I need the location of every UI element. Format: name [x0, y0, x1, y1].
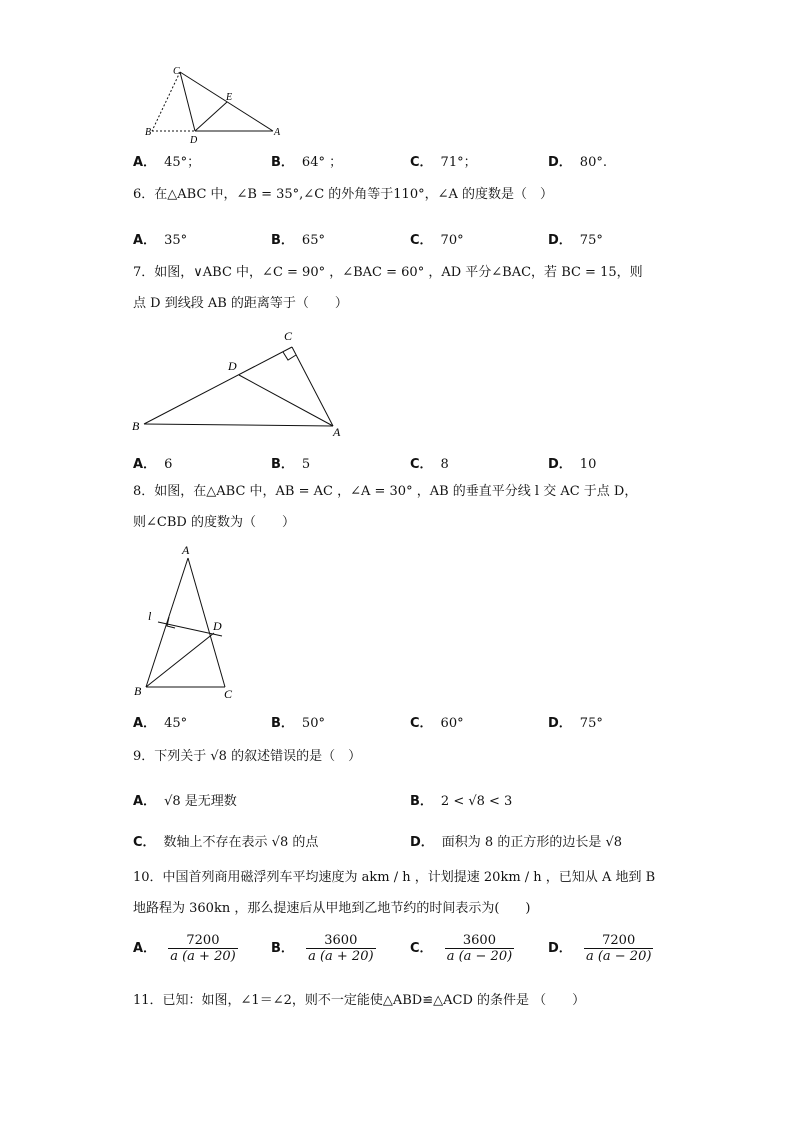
- q6-option-d[interactable]: [548, 229, 603, 248]
- q9-option-b[interactable]: [410, 790, 512, 809]
- q11-stem: 11．已知：如图，∠1＝∠2，则不一定能使△ABD≌△ACD 的条件是 （ ）: [133, 993, 586, 1008]
- q8-stem-line1: 8．如图，在△ABC 中，AB = AC ，∠A = 30° ，AB 的垂直平分线 l 交 AC 于点 D，: [133, 484, 638, 499]
- option-label: C．: [410, 941, 433, 956]
- q7-stem-line1: 7．如图，∨ABC 中，∠C = 90° ，∠BAC = 60° ，AD 平分∠BAC，若 BC = 15，则: [133, 265, 643, 280]
- option-text: 6: [164, 457, 173, 472]
- q7-option-c[interactable]: [410, 453, 449, 472]
- option-text: 8: [440, 457, 449, 472]
- segment-cd: [180, 72, 195, 131]
- q10-stem-line1: 10．中国首列商用磁浮列车平均速度为 akm / h ，计划提速 20km / h ，已知从 A 地到 B: [133, 870, 656, 885]
- label-d: D: [228, 359, 237, 373]
- q8-option-c[interactable]: [410, 712, 464, 731]
- option-label: C．: [410, 457, 433, 472]
- q7-option-a[interactable]: [133, 453, 172, 472]
- q5-option-c[interactable]: [410, 151, 477, 170]
- option-label: D．: [548, 155, 572, 170]
- q9-option-c[interactable]: [133, 831, 318, 850]
- fraction-numerator: 7200: [584, 933, 653, 949]
- q10-stem-line2: 地路程为 360kn ，那么提速后从甲地到乙地节约的时间表示为( ): [133, 901, 531, 916]
- option-label: D．: [548, 233, 572, 248]
- option-label: B．: [410, 794, 433, 809]
- label-d: D: [213, 619, 222, 633]
- option-label: B．: [271, 457, 294, 472]
- q7-option-b[interactable]: [271, 453, 310, 472]
- right-angle-mark: [167, 617, 175, 628]
- q5-option-b[interactable]: [271, 151, 342, 170]
- q7-figure: [128, 326, 358, 442]
- label-e: E: [226, 92, 233, 103]
- q8-option-d[interactable]: [548, 712, 603, 731]
- segment-da: [239, 375, 333, 426]
- option-text: 5: [301, 457, 311, 472]
- option-text: 65°: [301, 233, 325, 248]
- option-label: A．: [133, 794, 157, 809]
- fraction-numerator: 3600: [306, 933, 375, 949]
- option-label: B．: [271, 941, 294, 956]
- label-l: l: [148, 609, 152, 623]
- option-text: 71°；: [440, 155, 477, 170]
- q7-option-d[interactable]: [548, 453, 596, 472]
- q7-stem-line2: 点 D 到线段 AB 的距离等于（ ）: [133, 296, 348, 311]
- segment-ba: [144, 424, 333, 426]
- fraction: [584, 933, 653, 964]
- option-text: 面积为 8 的正方形的边长是 √8: [441, 835, 623, 850]
- option-text: 50°: [301, 716, 325, 731]
- q8-option-a[interactable]: [133, 712, 187, 731]
- q8-stem-line2: 则∠CBD 的度数为（ ）: [133, 515, 295, 530]
- fraction: [306, 933, 375, 964]
- fraction-denominator: a (a + 20): [170, 949, 236, 964]
- label-c: C: [224, 687, 233, 701]
- fraction-denominator: a (a − 20): [585, 949, 652, 964]
- option-label: B．: [271, 155, 294, 170]
- q6-option-a[interactable]: [133, 229, 187, 248]
- segment-bd: [146, 633, 214, 687]
- q10-option-c[interactable]: [410, 933, 514, 964]
- label-b: B: [145, 127, 152, 138]
- q5-option-a[interactable]: [133, 151, 200, 170]
- q6-option-b[interactable]: [271, 229, 325, 248]
- fraction-denominator: a (a − 20): [446, 949, 513, 964]
- label-c: C: [173, 66, 180, 77]
- q10-option-d[interactable]: [548, 933, 653, 964]
- option-label: B．: [271, 716, 294, 731]
- option-label: B．: [271, 233, 294, 248]
- segment-ab: [146, 558, 188, 687]
- option-label: C．: [133, 835, 156, 850]
- q5-option-d[interactable]: [548, 151, 607, 170]
- option-label: D．: [548, 457, 572, 472]
- label-d: D: [190, 135, 198, 146]
- option-label: A．: [133, 457, 157, 472]
- segment-cb-dashed: [152, 72, 180, 131]
- option-text: √8 是无理数: [164, 794, 237, 809]
- q9-option-d[interactable]: [410, 831, 622, 850]
- option-text: 75°: [579, 233, 603, 248]
- q10-option-b[interactable]: [271, 933, 376, 964]
- label-c: C: [284, 329, 293, 343]
- q5-figure: [140, 62, 290, 146]
- option-label: C．: [410, 233, 433, 248]
- label-a: A: [274, 127, 281, 138]
- fraction: [168, 933, 237, 964]
- segment-de: [195, 102, 227, 131]
- option-text: 70°: [440, 233, 464, 248]
- fraction-denominator: a (a + 20): [308, 949, 374, 964]
- option-label: D．: [548, 716, 572, 731]
- label-a: A: [333, 425, 341, 439]
- option-label: A．: [133, 233, 157, 248]
- option-text: 数轴上不存在表示 √8 的点: [163, 835, 319, 850]
- option-text: 64° ；: [301, 155, 343, 170]
- option-text: 60°: [440, 716, 464, 731]
- q8-figure: [128, 540, 248, 702]
- label-b: B: [134, 684, 142, 698]
- option-label: D．: [548, 941, 572, 956]
- option-label: D．: [410, 835, 434, 850]
- option-text: 45°；: [164, 155, 201, 170]
- option-label: A．: [133, 941, 157, 956]
- option-label: C．: [410, 716, 433, 731]
- label-a: A: [182, 543, 190, 557]
- option-text: 10: [579, 457, 597, 472]
- segment-ca: [292, 347, 333, 426]
- option-text: 45°: [164, 716, 188, 731]
- option-label: C．: [410, 155, 433, 170]
- option-label: A．: [133, 716, 157, 731]
- option-label: A．: [133, 155, 157, 170]
- fraction-numerator: 3600: [445, 933, 514, 949]
- fraction: [445, 933, 514, 964]
- q9-option-a[interactable]: [133, 790, 237, 809]
- fraction-numerator: 7200: [168, 933, 237, 949]
- q6-stem: 6．在△ABC 中，∠B = 35°,∠C 的外角等于110°，∠A 的度数是（ ）: [133, 187, 554, 202]
- segment-bc: [144, 347, 292, 424]
- q8-option-b[interactable]: [271, 712, 325, 731]
- option-text: 80°.: [579, 155, 607, 170]
- option-text: 2 < √8 < 3: [440, 794, 513, 809]
- label-b: B: [132, 419, 140, 433]
- q10-option-a[interactable]: [133, 933, 238, 964]
- q9-stem: 9．下列关于 √8 的叙述错误的是（ ）: [133, 749, 362, 764]
- option-text: 35°: [164, 233, 188, 248]
- option-text: 75°: [579, 716, 603, 731]
- right-angle-mark: [283, 352, 296, 360]
- q6-option-c[interactable]: [410, 229, 464, 248]
